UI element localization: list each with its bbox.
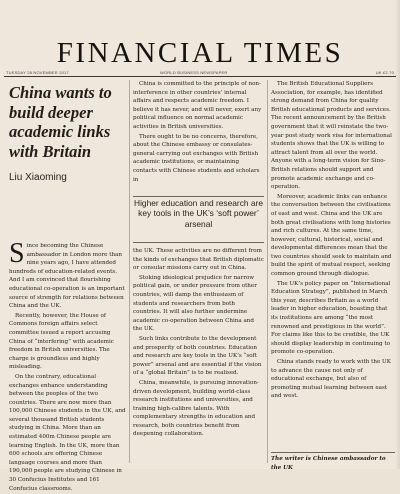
drop-cap: S <box>9 238 25 269</box>
article-column-2-top <box>133 80 264 185</box>
pullquote-rule <box>133 242 264 243</box>
masthead <box>0 0 400 78</box>
article-headline: China wants to build deeper academic links with Britain <box>9 83 112 161</box>
article-column-2-bottom <box>133 247 264 440</box>
masthead-price: UK £2.70 <box>375 70 394 75</box>
article-paragraph: The British Educational Suppliers Association, for example, has identified strong demand from China for quality British educational products and services. The recent announcement by the British government that it will reinstate the two-year post study work visa for international students shows that the UK is willing to attract talent from all over the world. Anyone with a long-term vision for Sino-British relations should support and promote academic exchange and co-operation. <box>271 81 392 191</box>
article-paragraph: China stands ready to work with the UK to advance the cause not only of educational exchange, but also of promoting mutual learning between east and west. <box>271 359 391 400</box>
author-footnote: The writer is Chinese ambassador to the UK <box>271 456 386 471</box>
footnote-rule <box>271 452 395 453</box>
column-divider <box>267 80 268 463</box>
pullquote: Higher education and research are key tools in the UK’s ‘soft power’ arsenal <box>134 198 263 229</box>
page-edge-shadow <box>395 0 400 469</box>
article-paragraph: Stoking ideological prejudice for narrow political gain, or under pressure from other countries, will damp the enthusiasm of students and researchers from both countries. It will also further undermine academic co-operation between China and the UK. <box>133 274 257 333</box>
article-column-1 <box>9 238 126 494</box>
article-paragraph: China, meanwhile, is pursuing innovation-driven development, building world-class research institutions and universities, and training high-calibre talents. With complementary strengths in education and research, both countries benefit from deepening collaboration. <box>133 379 259 438</box>
article-paragraph: Moreover, academic links can enhance the conversation between the civilisations of east and west. China and the UK are both great civilisations with long histories and rich cultures. At the same time, however, cultural, historical, social and developmental differences mean that the two countries should seek to maintain and build the spirit of mutual respect, seeking common ground through dialogue. <box>271 193 392 278</box>
column-divider <box>129 80 130 463</box>
masthead-rule <box>4 76 396 77</box>
article-paragraph: Recently, however, the House of Commons foreign affairs select committee issued a report accusing China of “interfering” with academic freedom in British universities. The charge is groundless and highly misleading. <box>9 312 114 371</box>
pullquote-rule <box>133 196 264 197</box>
article-paragraph: Since becoming the Chinese ambassador in London more than nine years ago, I have attended hundreds of education-related events. And I am convinced that flourishing educational co-operation is an important source of strength for relations between China and the UK. <box>9 238 125 310</box>
masthead-title: FINANCIAL TIMES <box>56 37 344 69</box>
article-paragraph: On the contrary, educational exchanges enhance understanding between the peoples of the two countries. There are now more than 100,000 Chinese students in the UK, and several thousand British students studying in China. More than an estimated 400m Chinese people are learning English. In the UK, more than 600 schools are offering Chinese language courses and more than 190,000 people are studying Chinese in 30 Confucius Institutes and 161 Confucius classrooms. <box>9 373 126 492</box>
article-paragraph: There ought to be no concerns, therefore, about the Chinese embassy or consulates-general carrying out exchanges with British academic institutions, or maintaining contacts with Chinese students and scholars in <box>133 133 260 183</box>
article-paragraph: Such links contribute to the development and prosperity of both countries. Education and research are key tools in the UK’s “soft power” arsenal and are essential if the vision of a “global Britain” is to be realised. <box>133 335 262 377</box>
masthead-date: TUESDAY 28 NOVEMBER 2017 <box>6 70 69 75</box>
article-column-3 <box>271 80 395 402</box>
article-paragraph: The UK’s policy paper on “International Education Strategy”, published in March this year, describes Britain as a world leader in higher education, boasting that its institutions are among “the most renowned and prestigious in the world”. For claims like this to be credible, the UK should display leadership in continuing to promote co-operation. <box>271 280 391 356</box>
article-paragraph: China is committed to the principle of non-interference in other countries’ internal affairs and respects academic freedom. I believe it has never, and will never, exert any political influence on normal academic activities in British universities. <box>133 81 262 130</box>
article-byline: Liu Xiaoming <box>9 172 67 183</box>
article-paragraph: the UK. These activities are no different from the kinds of exchanges that British diplomatic or consular missions carry out in China. <box>133 248 264 272</box>
masthead-tagline: WORLD BUSINESS NEWSPAPER <box>160 70 228 75</box>
